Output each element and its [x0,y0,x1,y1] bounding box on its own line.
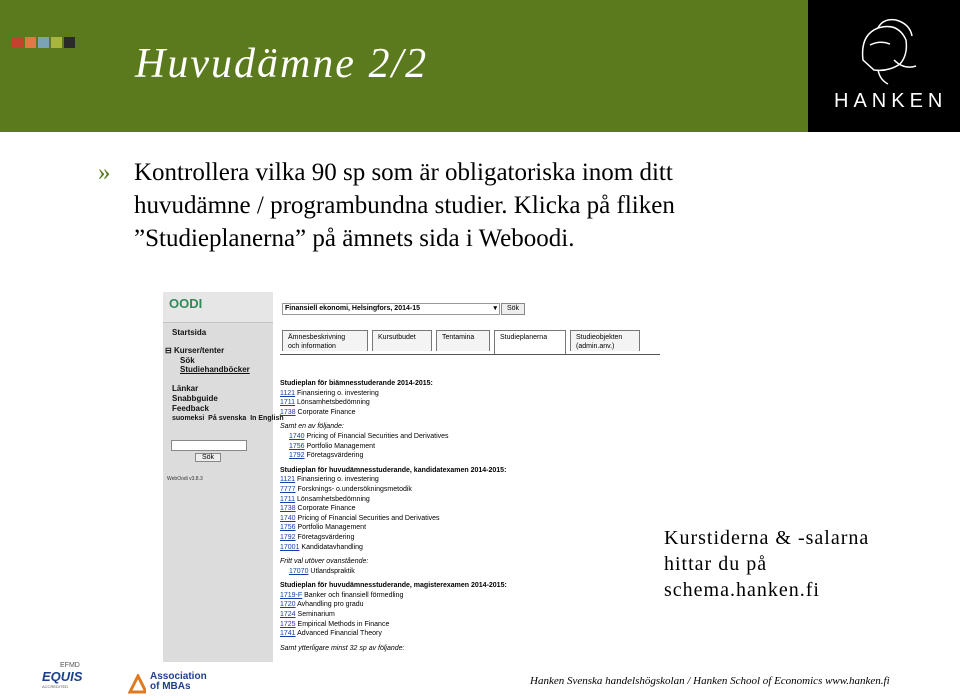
list-item [280,389,660,399]
list-item [280,600,660,610]
sidebar-item-studiehandbocker[interactable]: Studiehandböcker [180,365,250,374]
course-name: Forsknings- o.undersökningsmetodik [297,485,412,493]
course-link[interactable]: 1121 [280,389,296,397]
weboodi-sidebar [163,292,284,662]
course-link[interactable]: 1711 [280,495,296,503]
bullet-text: Kontrollera vilka 90 sp som är obligatoriska inom ditt huvudämne / programbundna studier. Klicka på fliken ”Studieplanerna” på ämnets sida i Weboodi. [134,159,675,252]
subsection-label: Samt ytterligare minst 32 sp av följande: [280,644,405,652]
amba-line2: of MBAs [150,681,191,692]
list-item [280,620,660,630]
subsection-label: Samt en av följande: [280,423,344,431]
course-name: Företagsvärdering [306,452,364,460]
swatch-blue [38,37,49,48]
list-item [280,591,660,601]
course-name: Portfolio Management [297,524,367,532]
course-name: Kandidatavhandling [301,543,363,551]
course-link[interactable]: 1756 [289,442,305,450]
amba-line1: Association [150,671,207,682]
course-name: Portfolio Management [306,442,376,450]
sidebar-item-lankar[interactable]: Länkar [172,384,199,393]
studyplan-content [280,379,660,653]
language-links[interactable]: suomeksi På svenska In English [172,415,284,422]
tab-studieobjekten[interactable] [570,330,640,351]
amba-logo [128,672,207,692]
course-name: Pricing of Financial Securities and Derivatives [297,514,440,522]
course-name: Empirical Methods in Finance [297,620,390,628]
tab-label-line2: och information [288,343,336,350]
equis-small: EFMD [60,662,80,669]
chevron-down-icon: ▾ [493,305,497,312]
sidebar-item-sok[interactable]: Sök [180,356,195,365]
sidebar-item-kurser-label: Kurser/tenter [173,346,225,355]
swatch-orange [25,37,36,48]
course-link[interactable]: 1725 [280,620,296,628]
course-link[interactable]: 1724 [280,611,296,619]
list-item [280,495,660,505]
course-link[interactable]: 1740 [280,514,296,522]
section-heading: Studieplan för huvudämnesstuderande, kandidatexamen 2014-2015: [280,466,507,474]
list-item [280,543,660,553]
list-item [280,629,660,639]
bullet-point [98,156,788,255]
section-heading: Studieplan för huvudämnesstuderande, magisterexamen 2014-2015: [280,582,507,590]
tab-label-line1: Tentamina [442,334,475,341]
course-name: Advanced Financial Theory [297,630,382,638]
swatch-green [51,37,62,48]
course-link[interactable]: 1792 [289,452,305,460]
course-name: Seminarium [297,611,335,619]
list-item [280,408,660,418]
search-button[interactable]: Sök [501,303,525,315]
amba-mark-icon [128,674,146,694]
tab-bar [280,330,660,355]
course-link[interactable]: 1741 [280,630,296,638]
oodi-logo: OODI [169,296,203,311]
tab-label-line1: Ämnesbeskrivning [288,334,346,341]
course-name: Corporate Finance [297,408,356,416]
course-name: Finansiering o. investering [297,389,379,397]
course-link[interactable]: 17001 [280,543,300,551]
list-item [280,514,660,524]
equis-sub: ACCREDITED [42,684,69,689]
tab-tentamina[interactable] [436,330,490,351]
hanken-wordmark: HANKEN [834,90,948,112]
sidebar-item-feedback[interactable]: Feedback [172,404,209,413]
course-link[interactable]: 1711 [280,399,296,407]
program-select[interactable] [282,303,500,315]
equis-logo [42,662,82,689]
tab-label-line1: Studieobjekten [576,334,623,341]
course-link[interactable]: 1738 [280,505,296,513]
weboodi-main [280,292,663,662]
course-link[interactable]: 1756 [280,524,296,532]
hermes-head-icon [808,0,960,95]
section-heading: Studieplan för biämnesstuderande 2014-2015: [280,380,433,387]
hanken-logo [808,0,960,132]
course-name: Corporate Finance [297,505,356,513]
tab-label-line2: (admin.anv.) [576,343,615,350]
list-item [280,610,660,620]
program-select-value: Finansiell ekonomi, Helsingfors, 2014-15 [285,305,420,312]
course-link[interactable]: 7777 [280,485,296,493]
weboodi-screenshot [163,292,663,662]
list-item [280,533,660,543]
course-link[interactable]: 1719-F [280,591,303,599]
list-item [280,485,660,495]
list-item [280,567,660,577]
course-link[interactable]: 1720 [280,601,296,609]
weboodi-logo-bar [163,292,273,323]
swatch-black [64,37,75,48]
course-link[interactable]: 1792 [280,533,296,541]
course-link[interactable]: 1121 [280,476,296,484]
sidebar-item-snabbguide[interactable]: Snabbguide [172,394,218,403]
list-item [280,523,660,533]
color-swatches [12,37,75,48]
slide-title: Huvudämne 2/2 [135,41,429,87]
tab-amnesbeskrivning[interactable] [282,330,368,351]
equis-text: EQUIS [42,669,83,684]
list-item [280,504,660,514]
sidebar-search-input[interactable] [171,440,247,451]
slide-footer: Hanken Svenska handelshögskolan / Hanken School of Economics www.hanken.fi [530,675,890,687]
version-label: WebOodi v3.8.3 [167,476,203,482]
course-name: Företagsvärdering [297,533,355,541]
tab-studieplanerna[interactable] [494,330,566,354]
subsection-label: Fritt val utöver ovanstående: [280,558,369,566]
aside-note: Kurstiderna & -salarna hittar du på schema.hanken.fi [664,527,870,601]
course-name: Utlandspraktik [310,567,355,575]
tab-label-line1: Kursutbudet [378,334,416,341]
course-link[interactable]: 1740 [289,432,305,440]
tab-label-line1: Studieplanerna [500,334,548,341]
course-link[interactable]: 17070 [289,567,309,575]
course-link[interactable]: 1738 [280,408,296,416]
sidebar-item-kurser[interactable]: ⊟ Kurser/tenter [165,346,225,355]
slide-header [0,0,808,132]
list-item [280,398,660,408]
list-item [280,442,660,452]
course-name: Banker och finansiell förmedling [304,591,404,599]
course-name: Avhandling pro gradu [297,601,364,609]
course-name: Finansiering o. investering [297,476,379,484]
list-item [280,432,660,442]
tab-kursutbudet[interactable] [372,330,432,351]
sidebar-item-startsida[interactable]: Startsida [172,328,207,337]
sidebar-search-button[interactable]: Sök [195,453,221,462]
swatch-red [12,37,23,48]
course-name: Lönsamhetsbedömning [297,495,370,503]
list-item [280,451,660,461]
course-name: Lönsamhetsbedömning [297,399,370,407]
list-item [280,475,660,485]
bullet-marker: » [98,159,111,186]
course-name: Pricing of Financial Securities and Derivatives [306,432,449,440]
